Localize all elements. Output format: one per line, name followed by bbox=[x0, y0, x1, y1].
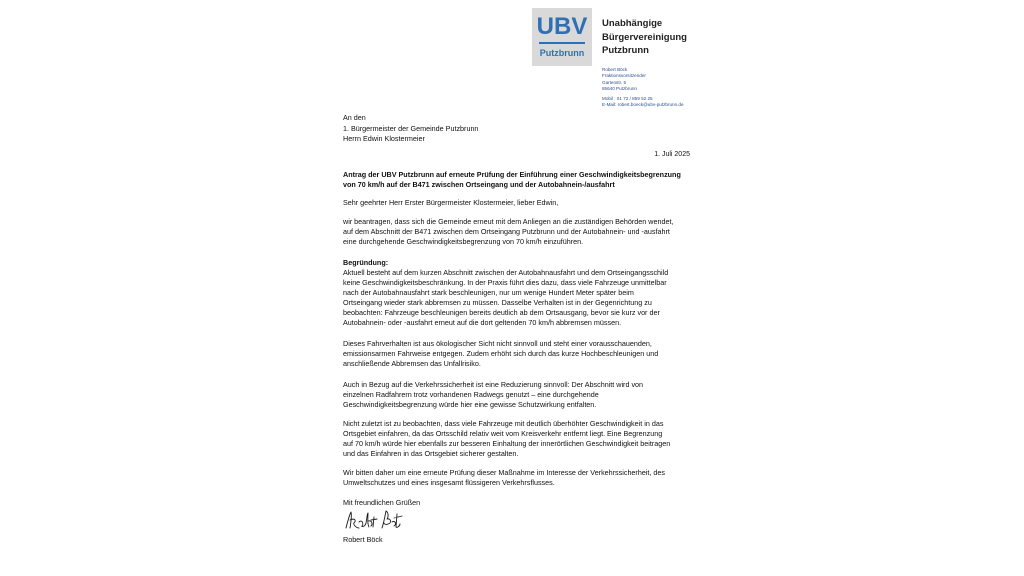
sender-contact-block bbox=[602, 67, 762, 109]
address-line: 1. Bürgermeister der Gemeinde Putzbrunn bbox=[343, 123, 479, 133]
text-line: Nicht zuletzt ist zu beobachten, dass viele Fahrzeuge mit deutlich überhöhter Geschwindigkeit in das bbox=[343, 419, 664, 428]
text-line: Autobahnein- oder -ausfahrt erneut auf die dort geltenden 70 km/h abbremsen müssen. bbox=[343, 318, 622, 327]
letter-date: 1. Juli 2025 bbox=[654, 151, 690, 158]
address-line: An den bbox=[343, 113, 366, 122]
logo-place: Putzbrunn bbox=[539, 48, 585, 58]
organization-name bbox=[602, 17, 742, 58]
text-line: und das Einfahren in das Ortsgebiet sicherer gestalten. bbox=[343, 449, 519, 458]
org-name-line: Putzbrunn bbox=[602, 45, 649, 56]
logo-divider bbox=[539, 42, 585, 44]
recipient-address bbox=[343, 113, 683, 145]
org-name-line: Bürgervereinigung bbox=[602, 31, 687, 43]
paragraph-request-review bbox=[343, 468, 693, 488]
text-line: Ortsgebiet einfahren, da das Ortsschild relativ weit vom Kreisverkehr entfernt liegt. Eine Begrenzung bbox=[343, 429, 663, 438]
text-line: nach der Autobahnausfahrt stark beschleunigen, nur um wenige Hundert Meter später beim bbox=[343, 288, 634, 297]
contact-line: Gartenstr. 5 bbox=[602, 79, 627, 85]
logo-abbreviation: UBV bbox=[536, 13, 588, 40]
handwritten-signature bbox=[342, 508, 406, 534]
text-line: emissionsarmen Fahrweise entgegen. Zudem erhöht sich durch das kurze Hochbeschleunigen und bbox=[343, 349, 659, 358]
text-line: Wir bitten daher um eine erneute Prüfung dieser Maßnahme im Interesse der Verkehrssicherheit, des bbox=[343, 468, 665, 477]
text-line: einzelnen Radfahrern trotz vorhandenen Radwegs genutzt – eine durchgehende bbox=[343, 390, 599, 399]
letter-subject bbox=[343, 170, 693, 190]
salutation: Sehr geehrter Herr Erster Bürgermeister Klostermeier, lieber Edwin, bbox=[343, 198, 559, 207]
contact-line: 85640 Putzbrunn bbox=[602, 85, 637, 91]
text-line: Auch in Bezug auf die Verkehrssicherheit ist eine Reduzierung sinnvoll: Der Abschnitt wird von bbox=[343, 380, 644, 389]
text-line: wir beantragen, dass sich die Gemeinde erneut mit dem Anliegen an die zuständigen Behörden wendet, bbox=[343, 217, 674, 226]
contact-email: E-Mail: robert.boeck@ubv-putzbrunn.de bbox=[602, 102, 684, 108]
paragraph-reasoning bbox=[343, 258, 693, 328]
text-line: auf 70 km/h würde hier ebenfalls zur besseren Einhaltung der innerörtlichen Geschwindigkeit beitragen bbox=[343, 439, 671, 448]
text-line: Umweltschutzes und eines insgesamt flüssigeren Verkehrsflusses. bbox=[343, 478, 555, 487]
subject-line: Antrag der UBV Putzbrunn auf erneute Prüfung der Einführung einer Geschwindigkeitsbegrenzung bbox=[343, 170, 681, 179]
text-line: Ortseingang wieder stark abbremsen zu müssen. Dasselbe Verhalten ist in der Gegenrichtung zu bbox=[343, 298, 652, 307]
text-line: eine durchgehende Geschwindigkeitsbegrenzung von 70 km/h einzuführen. bbox=[343, 237, 584, 246]
text-line: Geschwindigkeitsbegrenzung würde hier eine gewisse Schutzwirkung entfalten. bbox=[343, 400, 597, 409]
text-line: Dieses Fahrverhalten ist aus ökologischer Sicht nicht sinnvoll und steht einer vorausschauenden, bbox=[343, 339, 652, 348]
closing-phrase: Mit freundlichen Grüßen bbox=[343, 498, 421, 507]
ubv-logo bbox=[532, 8, 592, 66]
contact-line: Robert Böck bbox=[602, 67, 628, 72]
address-line: Herrn Edwin Klostermeier bbox=[343, 134, 425, 143]
contact-phone: Mobil : 01 72 / 859 52 25 bbox=[602, 96, 653, 102]
contact-line: Fraktionsvorsitzender bbox=[602, 73, 646, 79]
org-name-line: Unabhängige bbox=[602, 18, 663, 29]
reasoning-heading: Begründung: bbox=[343, 258, 389, 267]
paragraph-safety bbox=[343, 380, 693, 410]
text-line: auf dem Abschnitt der B471 zwischen dem Ortseingang Putzbrunn und der Autobahnein- und -ausfahrt bbox=[343, 227, 670, 236]
text-line: keine Geschwindigkeitsbeschränkung. In der Praxis führt dies dazu, dass viele Fahrzeuge unmittelbar bbox=[343, 278, 667, 287]
subject-line: von 70 km/h auf der B471 zwischen Ortseingang und der Autobahnein-/ausfahrt bbox=[343, 180, 615, 189]
signer-name: Robert Böck bbox=[343, 535, 383, 544]
text-line: Aktuell besteht auf dem kurzen Abschnitt zwischen der Autobahnausfahrt und dem Ortseingangsschild bbox=[343, 268, 669, 277]
paragraph-request bbox=[343, 217, 693, 247]
text-line: beobachten: Fahrzeuge beschleunigen bereits deutlich ab dem Ortsausgang, bevor sie kurz vor der bbox=[343, 308, 660, 317]
text-line: anschließende Abbremsen das Unfallrisiko. bbox=[343, 359, 481, 368]
paragraph-ecology bbox=[343, 339, 693, 369]
paragraph-speeding bbox=[343, 419, 693, 459]
